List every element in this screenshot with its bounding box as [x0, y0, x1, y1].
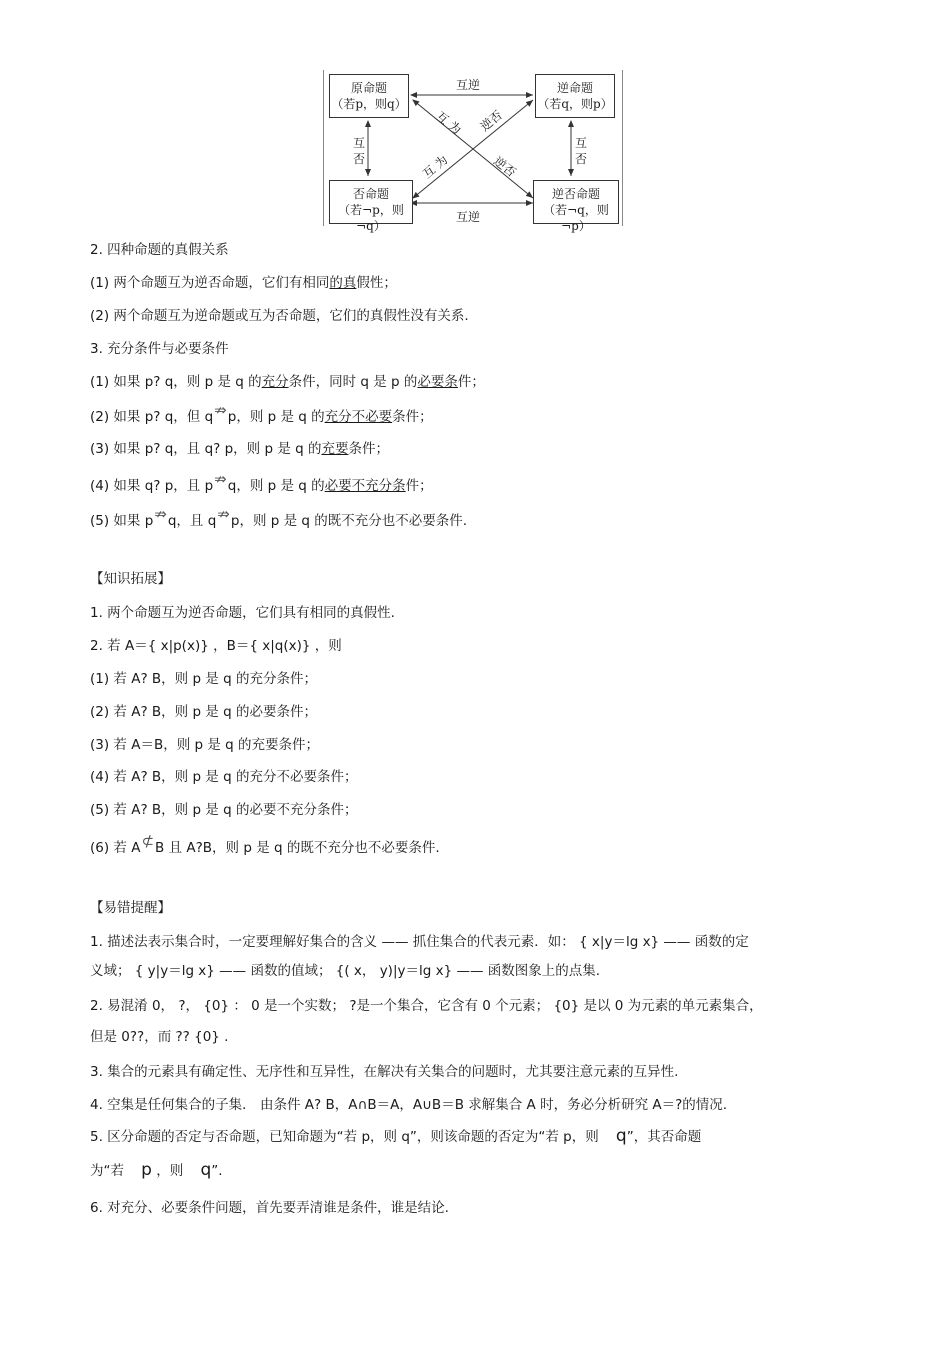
section2-item1 — [90, 273, 397, 293]
not-implies-icon: ⇏ — [154, 505, 167, 523]
section3-item3-text-a: (3) 如果 p? q，且 q? p，则 p 是 q 的 — [90, 441, 322, 457]
section2-item1-text-a: (1) 两个命题互为逆否命题，它们有相同 — [90, 275, 330, 291]
right-label-fou: 否 — [575, 152, 588, 166]
expansion-line-2: 2. 若 A＝{ x|p(x)} ，B＝{ x|q(x)} ，则 — [90, 638, 342, 654]
not-implies-icon: ⇏ — [217, 505, 230, 523]
section3-item2-underline: 充分不必要 — [324, 409, 393, 425]
inverse-proposition-title: 否命题 — [352, 187, 389, 201]
section3-item1-underline-1: 充分 — [261, 374, 289, 390]
original-proposition-title: 原命题 — [350, 81, 387, 95]
expansion-line-8-text-b: B 且 A?B，则 p 是 q 的既不充分也不必要条件. — [155, 840, 440, 856]
section2-heading: 2. 四种命题的真假关系 — [90, 242, 229, 258]
inverse-proposition-box — [329, 180, 413, 233]
section3-item4-underline: 必要不充分条 — [324, 478, 406, 494]
section3-item1-text-c: 件； — [457, 374, 485, 390]
section3-item5-text-b: q，且 q — [167, 513, 217, 529]
errors-item6: 6. 对充分、必要条件问题，首先要弄清谁是条件，谁是结论. — [90, 1200, 449, 1216]
diag-label-nifou-1: 逆否 — [477, 107, 506, 134]
left-label-fou: 否 — [353, 152, 366, 166]
section2-item1-text-c: 假性； — [356, 275, 397, 291]
section3-item1-text-b: 条件，同时 q 是 p 的 — [288, 374, 418, 390]
not-subset-icon: ⊄ — [141, 832, 155, 850]
errors-item5-text-a: 5. 区分命题的否定与否命题，已知命题为“若 p，则 q”，则该命题的否定为“若 p，则 — [90, 1129, 599, 1145]
errors-item5-p: p — [141, 1160, 152, 1180]
errors-item2-line1: 2. 易混淆 0， ?， {0} ： 0 是一个实数； ?是一个集合，它含有 0 个元素； {0} 是以 0 为元素的单元素集合， — [90, 998, 763, 1014]
errors-item5-q: q — [615, 1126, 627, 1146]
bottom-mutual-converse-label: 互逆 — [456, 210, 481, 224]
errors-item5-text-d: 为“若 — [90, 1163, 124, 1179]
section3-item2-text-a: (2) 如果 p? q，但 q — [90, 409, 214, 425]
expansion-line-1: 1. 两个命题互为逆否命题，它们具有相同的真假性. — [90, 605, 395, 621]
contrapositive-proposition-form: （若¬q，则¬p） — [543, 203, 609, 233]
four-propositions-diagram — [323, 70, 623, 233]
errors-heading: 【易错提醒】 — [90, 900, 171, 916]
diag-label-nifou-2: 逆否 — [490, 153, 519, 180]
section3-item2-text-c: 条件； — [392, 409, 433, 425]
expansion-line-5: (3) 若 A＝B，则 p 是 q 的充要条件； — [90, 737, 320, 753]
section3-item3 — [90, 439, 389, 459]
converse-proposition-form: （若q，则p） — [537, 97, 613, 111]
section3-item4-text-c: 件； — [405, 478, 433, 494]
errors-item5-text-h: ”. — [211, 1163, 223, 1179]
top-mutual-converse-label: 互逆 — [456, 78, 481, 92]
expansion-heading: 【知识拓展】 — [90, 571, 171, 587]
inverse-proposition-form: （若¬p，则¬q） — [338, 203, 404, 233]
section3-item4 — [90, 470, 433, 496]
expansion-line-7: (5) 若 A? B，则 p 是 q 的必要不充分条件； — [90, 802, 358, 818]
section3-item2 — [90, 401, 433, 427]
errors-item2-line2: 但是 0??，而 ?? {0} . — [90, 1029, 229, 1045]
errors-item3: 3. 集合的元素具有确定性、无序性和互异性，在解决有关集合的问题时，尤其要注意元素的互异性. — [90, 1064, 679, 1080]
errors-item4: 4. 空集是任何集合的子集． 由条件 A? B，A∩B＝A，A∪B＝B 求解集合 A 时，务必分析研究 A＝?的情况. — [90, 1097, 728, 1113]
errors-item5-text-c: ”，其否命题 — [626, 1129, 702, 1145]
section3-item4-text-b: q，则 p 是 q 的 — [227, 478, 325, 494]
expansion-line-3: (1) 若 A? B，则 p 是 q 的充分条件； — [90, 671, 317, 687]
original-proposition-box — [329, 74, 409, 118]
expansion-line-4: (2) 若 A? B，则 p 是 q 的必要条件； — [90, 704, 317, 720]
section3-item5-text-c: p，则 p 是 q 的既不充分也不必要条件. — [230, 513, 468, 529]
contrapositive-proposition-box — [533, 180, 619, 233]
right-label-hu: 互 — [575, 136, 588, 150]
section3-heading: 3. 充分条件与必要条件 — [90, 341, 229, 357]
errors-item5-q2: q — [200, 1160, 212, 1180]
expansion-line-8-text-a: (6) 若 A — [90, 840, 141, 856]
expansion-line-6: (4) 若 A? B，则 p 是 q 的充分不必要条件； — [90, 769, 358, 785]
errors-item5-line1 — [90, 1126, 701, 1147]
section3-item5 — [90, 505, 468, 531]
diag-label-huwei-2: 互 为 — [420, 152, 451, 182]
section3-item1-underline-2: 必要条 — [417, 374, 458, 390]
section3-item1-text-a: (1) 如果 p? q，则 p 是 q 的 — [90, 374, 262, 390]
section3-item1 — [90, 372, 485, 392]
section3-item4-text-a: (4) 如果 q? p，且 p — [90, 478, 214, 494]
converse-proposition-title: 逆命题 — [556, 81, 593, 95]
errors-item5-text-f: ，则 — [156, 1163, 184, 1179]
original-proposition-form: （若p，则q） — [331, 97, 407, 111]
section2-item1-underline: 的真 — [329, 275, 357, 291]
errors-item5-line2 — [90, 1160, 223, 1181]
section3-item3-underline: 充要 — [321, 441, 349, 457]
section3-item2-text-b: p，则 p 是 q 的 — [227, 409, 325, 425]
section2-item2: (2) 两个命题互为逆命题或互为否命题，它们的真假性没有关系. — [90, 308, 469, 324]
expansion-line-8 — [90, 832, 440, 858]
not-implies-icon: ⇏ — [214, 470, 227, 488]
errors-item1-line2: 义域； { y|y＝lg x} —— 函数的值域； {( x， y)|y＝lg x} —— 函数图象上的点集. — [90, 963, 601, 979]
errors-item1-line1: 1. 描述法表示集合时，一定要理解好集合的含义 —— 抓住集合的代表元素．如： { x|y＝lg x} —— 函数的定 — [90, 934, 749, 950]
converse-proposition-box — [535, 74, 615, 118]
section3-item3-text-b: 条件； — [348, 441, 389, 457]
left-label-hu: 互 — [353, 136, 366, 150]
contrapositive-proposition-title: 逆否命题 — [551, 187, 600, 201]
diag-label-huwei-1: 互 为 — [433, 108, 464, 137]
not-implies-icon: ⇏ — [214, 401, 227, 419]
section3-item5-text-a: (5) 如果 p — [90, 513, 154, 529]
